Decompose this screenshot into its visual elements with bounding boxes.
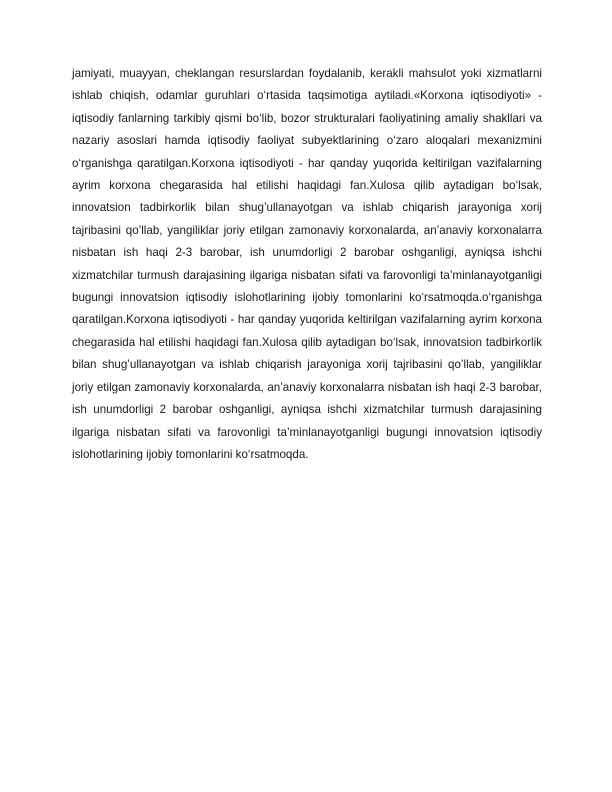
body-paragraph: jamiyati, muayyan, cheklangan resurslardan foydalanib, kerakli mahsulot yoki xizmatlarni ishlab chiqish, odamlar guruhlari o‘rtasida taqsimotiga aytiladi.«Korxona iqtisodiyoti» - iqtisodiy fanlarning tarkibiy qismi bo‘lib, bozor strukturalari faoliyatining amaliy shakllari va nazariy asoslari hamda iqtisodiy faoliyat subyektlarining o‘zaro aloqalari mexanizmini o‘rganishga qaratilgan.Korxona iqtisodiyoti - har qanday yuqorida keltirilgan vazifalarning ayrim korxona chegarasida hal etilishi haqidagi fan.Xulosa qilib aytadigan bo‘lsak, innovatsion tadbirkorlik bilan shug’ullanayotgan va ishlab chiqarish jarayoniga xorij tajribasini qo’llab, yangiliklar joriy etilgan zamonaviy korxonalarda, an’anaviy korxonalarra nisbatan ish haqi 2-3 barobar, ish unumdorligi 2 barobar oshganligi, ayniqsa ishchi xizmatchilar turmush darajasining ilgariga nisbatan sifati va farovonligi ta’minlanayotganligi bugungi innovatsion iqtisodiy islohotlarining ijobiy tomonlarini ko‘rsatmoqda.o‘rganishga qaratilgan.Korxona iqtisodiyoti - har qanday yuqorida keltirilgan vazifalarning ayrim korxona chegarasida hal etilishi haqidagi fan.Xulosa qilib aytadigan bo‘lsak, innovatsion tadbirkorlik bilan shug’ullanayotgan va ishlab chiqarish jarayoniga xorij tajribasini qo’llab, yangiliklar joriy etilgan zamonaviy korxonalarda, an’anaviy korxonalarra nisbatan ish haqi 2-3 barobar, ish unumdorligi 2 barobar oshganligi, ayniqsa ishchi xizmatchilar turmush darajasining ilgariga nisbatan sifati va farovonligi ta’minlanayotganligi bugungi innovatsion iqtisodiy islohotlarining ijobiy tomonlarini ko‘rsatmoqda. (72, 67, 542, 461)
